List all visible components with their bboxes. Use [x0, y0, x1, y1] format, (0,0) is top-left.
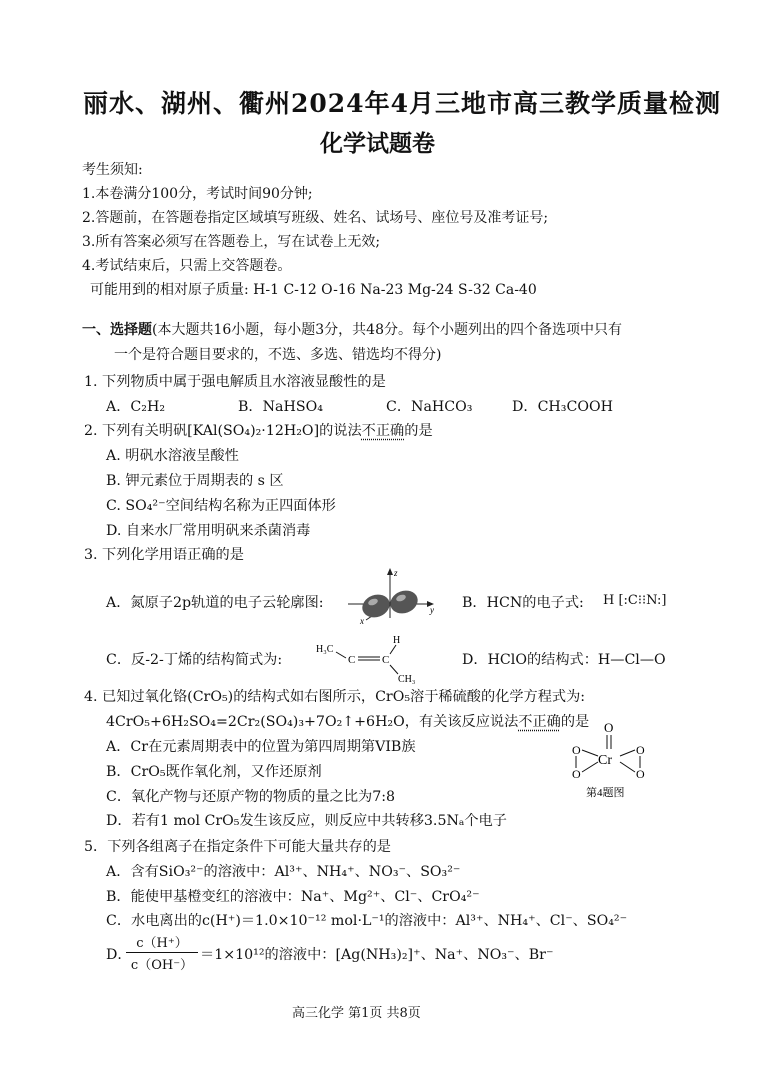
q1-option-a: A．C₂H₂ — [106, 399, 166, 415]
section-heading-bold: 一、选择题 — [82, 322, 152, 338]
q4-stem-post: 的是 — [560, 714, 590, 730]
notice-item: 3.所有答案必须写在答题卷上，写在试卷上无效; — [82, 234, 381, 250]
q2-option-d: D. 自来水厂常用明矾来杀菌消毒 — [106, 523, 311, 539]
q4-stem-emphasis: 不正确 — [518, 714, 561, 730]
p-orbital-figure — [340, 566, 440, 626]
section-heading — [82, 320, 622, 340]
q2-stem — [84, 420, 433, 440]
hcn-electron-formula: H [:C⁝⁝N:] — [603, 593, 667, 608]
q1-option-d: D．CH₃COOH — [512, 399, 613, 415]
q4-option-b: B．CrO₅既作氧化剂，又作还原剂 — [106, 764, 322, 780]
q5-option-a: A．含有SiO₃²⁻的溶液中：Al³⁺、NH₄⁺、NO₃⁻、SO₃²⁻ — [106, 864, 461, 880]
butene-carbon-2: C — [382, 654, 390, 666]
q4-option-c: C．氧化产物与还原产物的物质的量之比为7:8 — [106, 789, 396, 805]
q1-option-b: B．NaHSO₄ — [238, 399, 323, 415]
q3-stem: 3. 下列化学用语正确的是 — [84, 547, 244, 563]
butene-ch3-right: CH₃ — [398, 674, 416, 685]
q4-stem-line1: 4. 已知过氧化铬(CrO₅)的结构式如右图所示，CrO₅溶于稀硫酸的化学方程式为: — [84, 689, 586, 705]
notice-item: 2.答题前，在答题卷指定区域填写班级、姓名、试场号、座位号及准考证号; — [82, 210, 549, 226]
butene-ch3-left: H₃C — [316, 644, 334, 655]
notice-item: 4.考试结束后，只需上交答题卷。 — [82, 258, 292, 274]
trans-2-butene-structure — [312, 630, 422, 685]
q5-fraction-denominator: c（OH⁻） — [130, 958, 194, 973]
q2-stem-post: 的是 — [404, 423, 433, 439]
cro5-structure-figure — [560, 716, 664, 802]
q2-option-c: C. SO₄²⁻空间结构名称为正四面体形 — [106, 498, 336, 514]
page-footer: 高三化学 第1页 共8页 — [292, 1006, 421, 1021]
notice-heading: 考生须知: — [82, 162, 143, 178]
section-heading-line2: 一个是符合题目要求的，不选、多选、错选均不得分) — [114, 347, 442, 363]
cro5-chromium: Cr — [598, 753, 612, 768]
q1-option-c: C．NaHCO₃ — [386, 399, 473, 415]
cro5-oxygen-top: O — [604, 720, 614, 735]
q2-option-b: B. 钾元素位于周期表的 s 区 — [106, 473, 284, 489]
notice-item: 1.本卷满分100分，考试时间90分钟; — [82, 186, 313, 202]
q4-stem-line2 — [106, 711, 589, 731]
q4-stem-pre: 4CrO₅+6H₂SO₄=2Cr₂(SO₄)₃+7O₂↑+6H₂O，有关该反应说法 — [106, 714, 519, 730]
atomic-masses: 可能用到的相对原子质量: H-1 C-12 O-16 Na-23 Mg-24 S-32 Ca-40 — [90, 282, 537, 298]
q2-option-a: A. 明矾水溶液呈酸性 — [106, 448, 239, 464]
cro5-oxygen: O — [636, 743, 645, 757]
q2-stem-emphasis: 不正确 — [361, 423, 405, 439]
butene-carbon-1: C — [348, 654, 356, 666]
cro5-oxygen: O — [636, 767, 645, 781]
q5-option-d: ＝1×10¹²的溶液中：[Ag(NH₃)₂]⁺、Na⁺、NO₃⁻、Br⁻ — [200, 947, 554, 963]
page-title: 丽水、湖州、衢州2024年4月三地市高三教学质量检测 — [83, 89, 721, 118]
q3-option-a: A．氮原子2p轨道的电子云轮廓图: — [106, 595, 324, 611]
axis-y-label: y — [430, 605, 434, 615]
q5-option-b: B．能使甲基橙变红的溶液中：Na⁺、Mg²⁺、Cl⁻、CrO₄²⁻ — [106, 889, 480, 905]
q3-option-d: D．HClO的结构式：H—Cl—O — [462, 652, 666, 668]
q3-option-c: C．反-2-丁烯的结构简式为: — [106, 652, 283, 668]
figure-caption: 第4题图 — [586, 787, 625, 799]
axis-x-label: x — [360, 616, 364, 626]
cro5-oxygen: O — [572, 743, 581, 757]
q1-stem: 1. 下列物质中属于强电解质且水溶液显酸性的是 — [84, 374, 386, 390]
q5-fraction-numerator: c（H⁺） — [126, 932, 198, 953]
q5-option-c: C．水电离出的c(H⁺)＝1.0×10⁻¹² mol·L⁻¹的溶液中：Al³⁺、NH₄⁺、Cl⁻、SO₄²⁻ — [106, 913, 628, 929]
section-heading-rest: (本大题共16小题，每小题3分，共48分。每个小题列出的四个备选项中只有 — [152, 322, 622, 338]
q4-option-d: D．若有1 mol CrO₅发生该反应，则反应中共转移3.5Nₐ个电子 — [106, 813, 507, 829]
q5-fraction — [126, 932, 198, 973]
butene-h-top: H — [393, 635, 401, 646]
q5-stem: 5．下列各组离子在指定条件下可能大量共存的是 — [84, 839, 391, 855]
page-subtitle: 化学试题卷 — [320, 131, 435, 157]
axis-z-label: z — [394, 568, 398, 578]
cro5-oxygen: O — [572, 767, 581, 781]
q5-option-d-label: D． — [106, 947, 132, 963]
q3-option-b: B．HCN的电子式: — [462, 595, 584, 611]
q2-stem-pre: 2. 下列有关明矾[KAl(SO₄)₂·12H₂O]的说法 — [84, 423, 362, 439]
q4-option-a: A．Cr在元素周期表中的位置为第四周期第VIB族 — [106, 739, 416, 755]
